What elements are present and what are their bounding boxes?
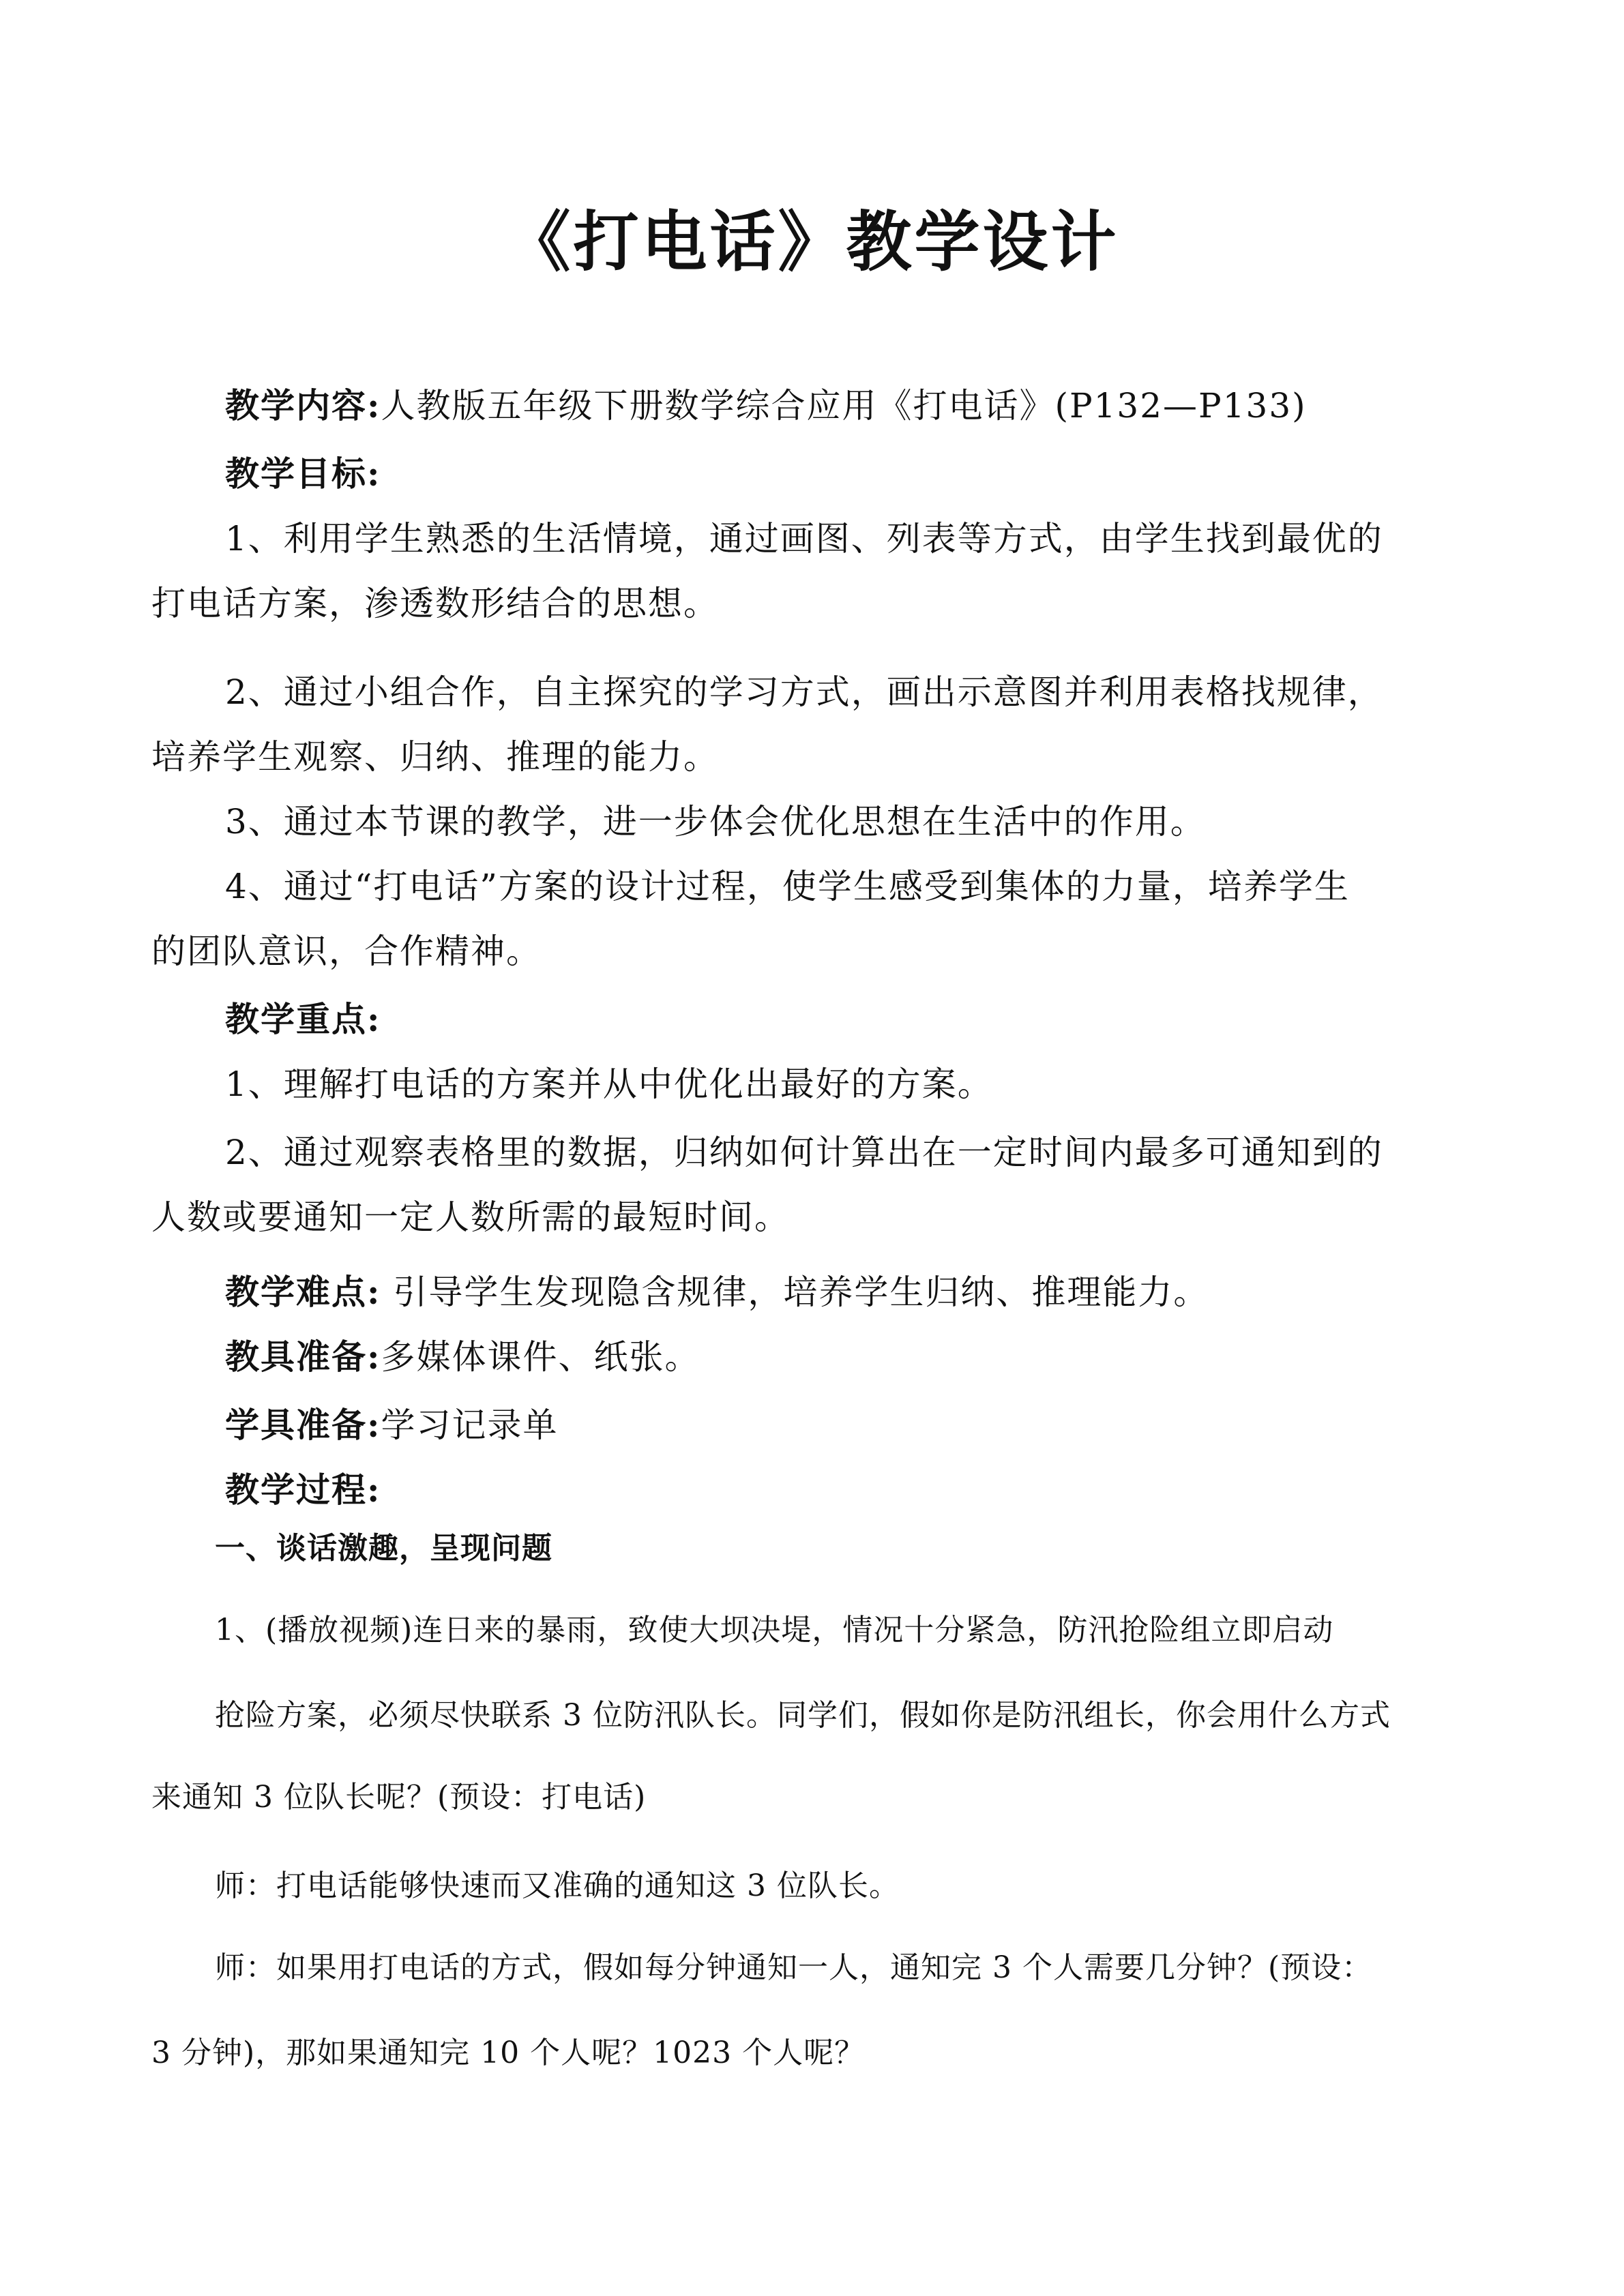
teaching-tools-text: 多媒体课件、纸张。 [381,1337,700,1377]
process-p2: 师：打电话能够快速而又准确的通知这 3 位队长。 [215,1868,900,1903]
key-point-1-line1: 1、理解打电话的方案并从中优化出最好的方案。 [225,1064,993,1104]
objective-4-line1: 4、通过“打电话”方案的设计过程，使学生感受到集体的力量，培养学生 [225,867,1350,906]
section-1-title: 一、谈话激趣，呈现问题 [215,1531,552,1566]
process-p3-line2: 3 分钟)，那如果通知完 10 个人呢？1023 个人呢？ [151,2036,866,2070]
teaching-tools-row [225,1333,700,1381]
difficulty-label: 教学难点: [225,1272,381,1312]
teaching-content-row [225,382,1307,430]
document-title: 《打电话》教学设计 [505,203,1119,280]
process-p1-line1: 1、(播放视频)连日来的暴雨，致使大坝决堤，情况十分紧急，防汛抢险组立即启动 [215,1613,1334,1648]
objective-1-line1: 1、利用学生熟悉的生活情境，通过画图、列表等方式，由学生找到最优的 [225,519,1383,558]
objective-4-line2: 的团队意识，合作精神。 [151,931,542,971]
key-point-2-line1: 2、通过观察表格里的数据，归纳如何计算出在一定时间内最多可通知到的 [225,1133,1383,1172]
teaching-content-text: 人教版五年级下册数学综合应用《打电话》(P132—P133) [381,386,1307,426]
key-point-2-line2: 人数或要通知一定人数所需的最短时间。 [151,1197,790,1237]
learning-tools-row [225,1401,558,1449]
objective-2-line2: 培养学生观察、归纳、推理的能力。 [151,737,719,777]
learning-tools-text: 学习记录单 [381,1405,559,1445]
learning-tools-label: 学具准备: [225,1405,381,1445]
teaching-tools-label: 教具准备: [225,1337,381,1377]
process-heading: 教学过程: [225,1470,381,1510]
objective-2-line1: 2、通过小组合作，自主探究的学习方式，画出示意图并利用表格找规律， [225,672,1383,712]
process-p1-line2: 抢险方案，必须尽快联系 3 位防汛队长。同学们，假如你是防汛组长，你会用什么方式 [215,1698,1391,1733]
difficulty-row [225,1268,1209,1316]
process-p3-line1: 师：如果用打电话的方式，假如每分钟通知一人，通知完 3 个人需要几分钟？(预设： [215,1950,1373,1985]
difficulty-text: 引导学生发现隐含规律，培养学生归纳、推理能力。 [381,1272,1209,1312]
objectives-heading: 教学目标: [225,453,381,494]
objective-3-line1: 3、通过本节课的教学，进一步体会优化思想在生活中的作用。 [225,802,1206,841]
key-points-heading: 教学重点: [225,999,381,1039]
teaching-content-label: 教学内容: [225,385,381,426]
objective-1-line2: 打电话方案，渗透数形结合的思想。 [151,584,719,623]
process-p1-line3: 来通知 3 位队长呢？(预设：打电话) [151,1780,647,1815]
